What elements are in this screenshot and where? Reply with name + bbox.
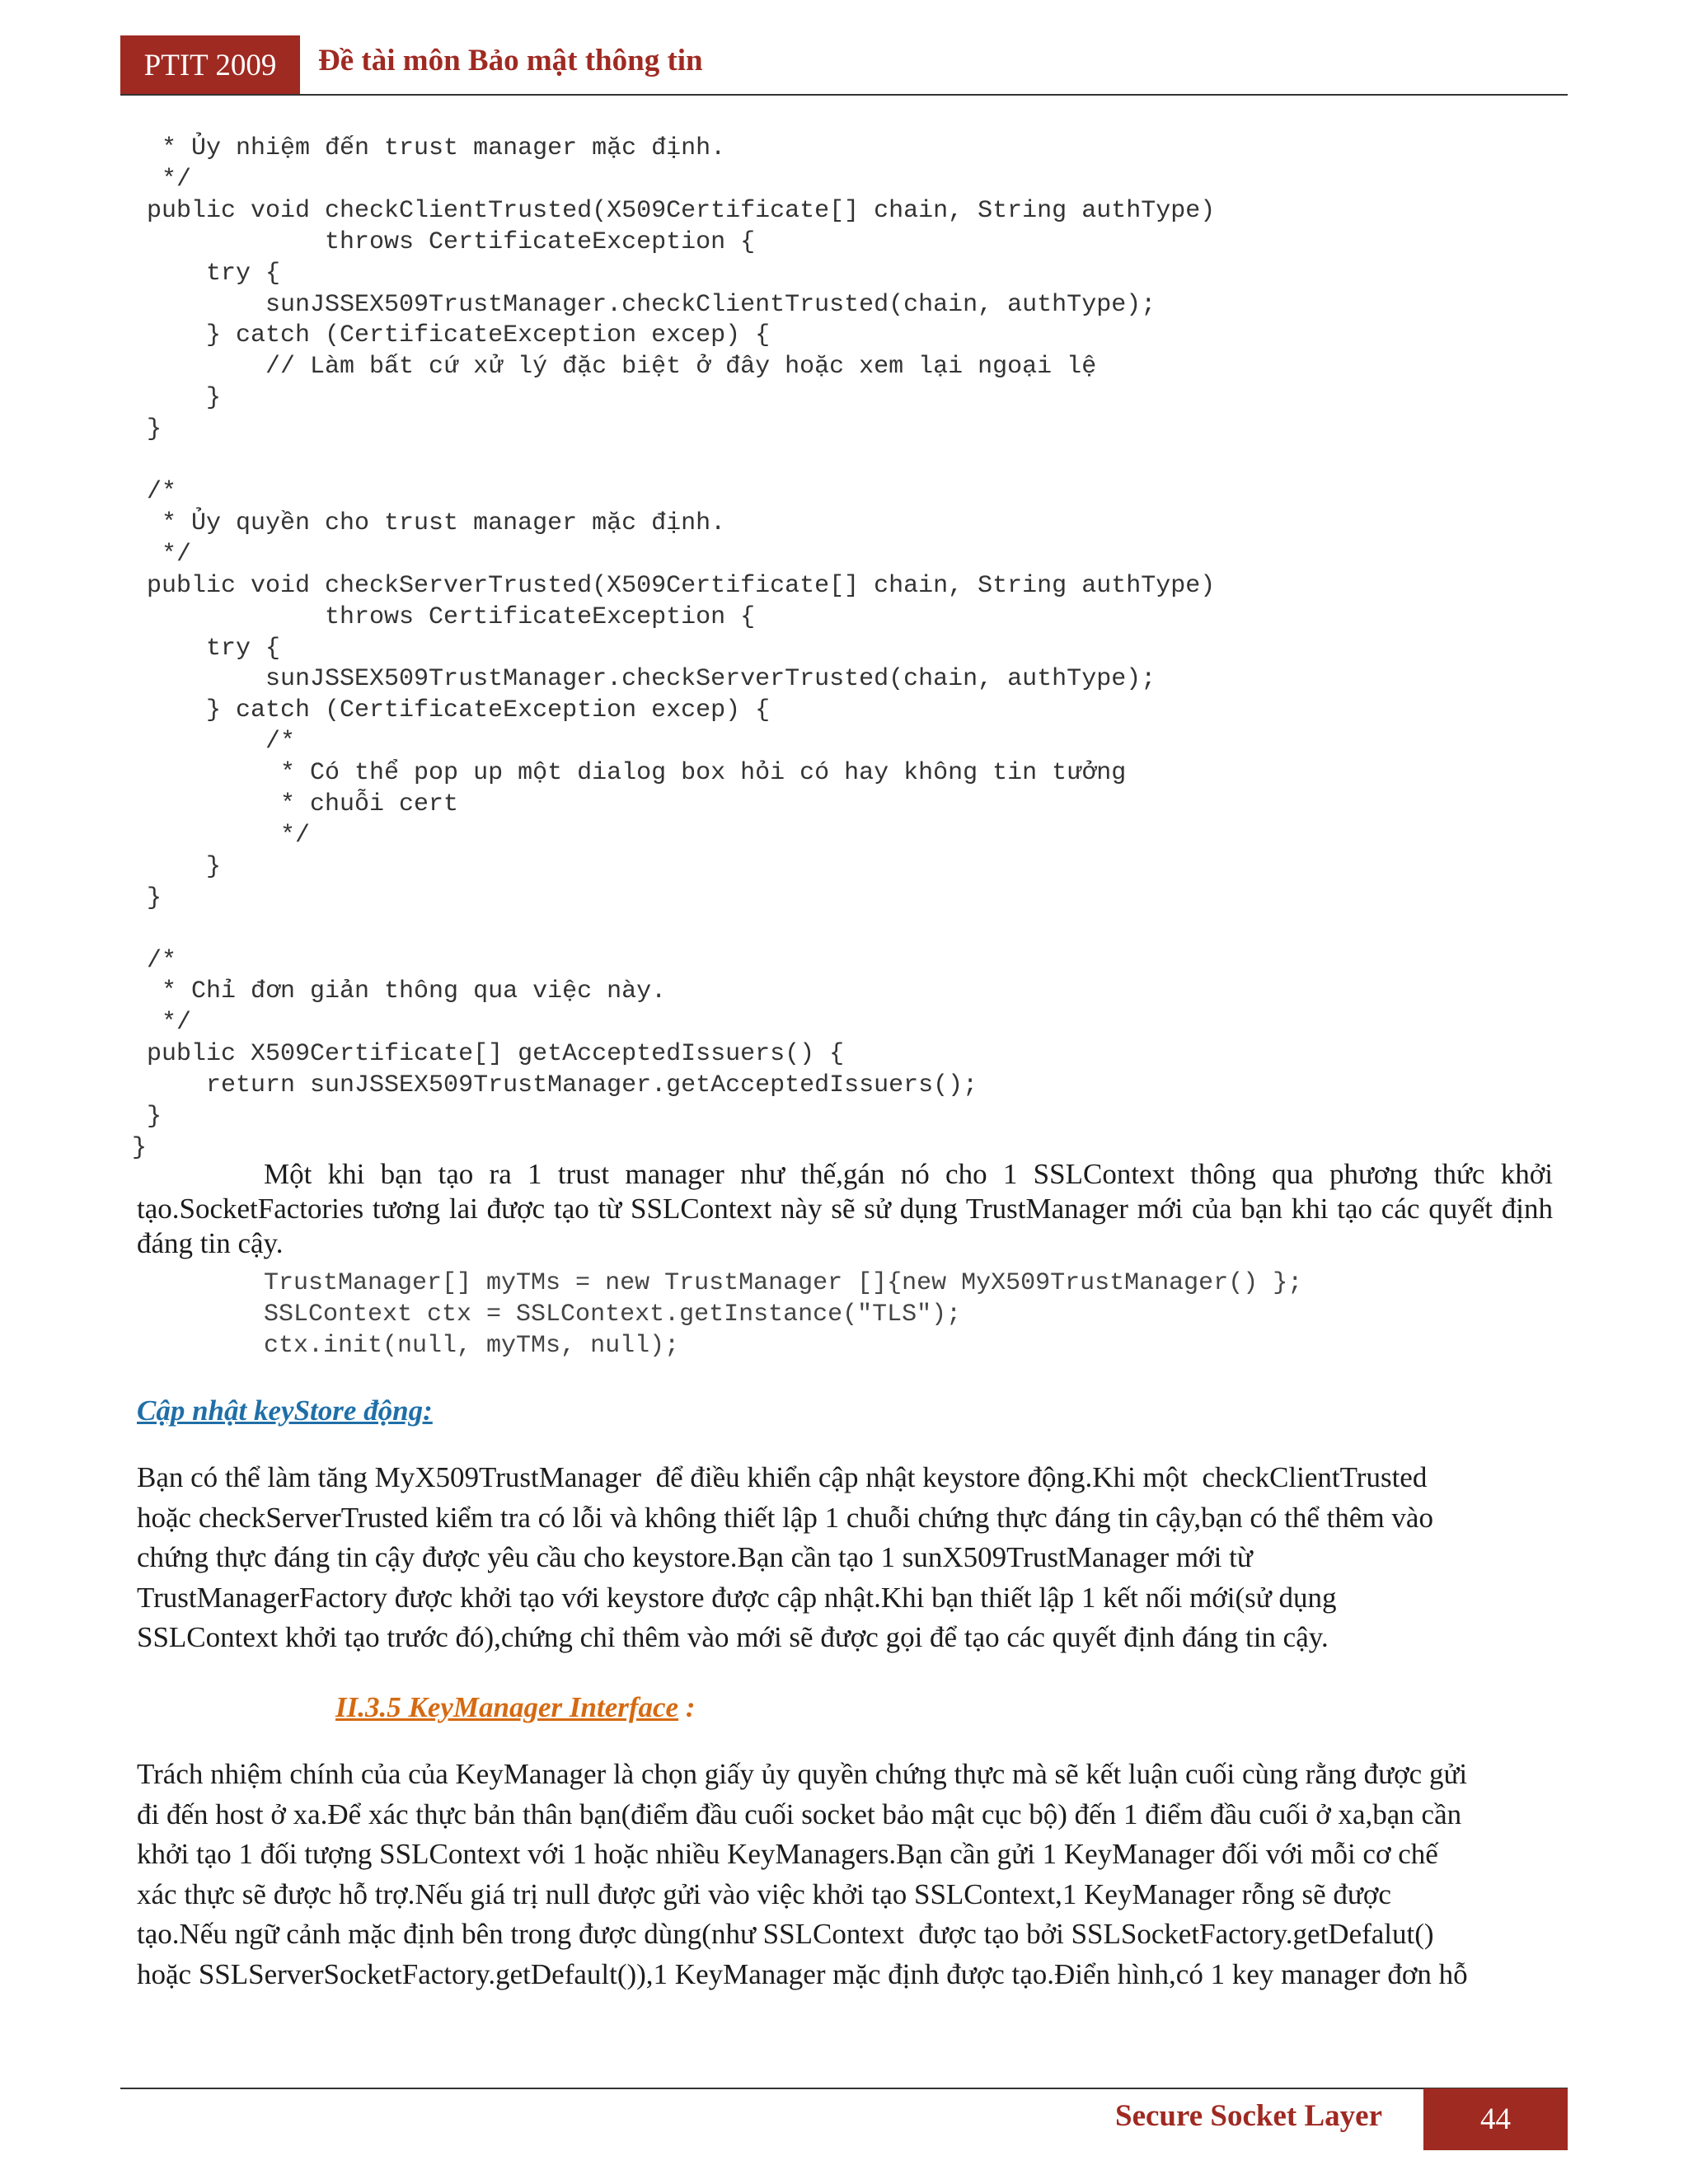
- course-tag-text: PTIT 2009: [143, 48, 277, 82]
- code-line: */: [132, 165, 192, 194]
- code-line: /*: [132, 728, 296, 757]
- code-line: public void checkServerTrusted(X509Certificate[] chain, String authType): [132, 571, 1216, 600]
- code-line: */: [132, 540, 192, 569]
- keymanager-heading-text: II.3.5 KeyManager Interface: [335, 1691, 679, 1723]
- code-line: */: [132, 821, 311, 850]
- code-line: throws CertificateException {: [132, 602, 756, 631]
- paragraph-line: đi đến host ở xa.Để xác thực bản thân bạn(điểm đầu cuối socket bảo mật cục bộ) đến 1 điểm đầu cuối ở xa,bạn cần: [137, 1797, 1462, 1830]
- code-line: sunJSSEX509TrustManager.checkServerTrusted(chain, authType);: [132, 665, 1156, 694]
- keystore-paragraph: [137, 1458, 1571, 1658]
- code-line: * Có thể pop up một dialog box hỏi có hay không tin tưởng: [132, 759, 1127, 788]
- paragraph-line: hoặc checkServerTrusted kiểm tra có lỗi và không thiết lập 1 chuỗi chứng thực đáng tin cậy,bạn có thể thêm vào: [137, 1501, 1433, 1534]
- init-code-snippet: [264, 1268, 1302, 1362]
- code-line: public X509Certificate[] getAcceptedIssuers() {: [132, 1040, 845, 1069]
- code-line: public void checkClientTrusted(X509Certificate[] chain, String authType): [132, 196, 1216, 225]
- section-heading-keymanager: [335, 1691, 696, 1724]
- code-line: sunJSSEX509TrustManager.checkClientTrusted(chain, authType);: [132, 290, 1156, 319]
- code-line: try {: [132, 634, 281, 663]
- paragraph-line: Bạn có thể làm tăng MyX509TrustManager để điều khiển cập nhật keystore động.Khi một checkClientTrusted: [137, 1461, 1428, 1493]
- code-line: }: [132, 1103, 162, 1132]
- code-line: }: [132, 852, 222, 881]
- code-line: } catch (CertificateException excep) {: [132, 321, 771, 350]
- code-line: }: [132, 415, 162, 444]
- code-line: ctx.init(null, myTMs, null);: [264, 1331, 680, 1360]
- paragraph-line: tạo.Nếu ngữ cảnh mặc định bên trong được dùng(như SSLContext được tạo bởi SSLSocketFactory.getDefalut(): [137, 1918, 1434, 1950]
- footer-title: Secure Socket Layer: [1115, 2099, 1383, 2133]
- code-line: * Chỉ đơn giản thông qua việc này.: [132, 977, 667, 1006]
- header-course-tag: [120, 35, 300, 95]
- code-line: * Ủy quyền cho trust manager mặc định.: [132, 509, 726, 537]
- intro-paragraph: [137, 1157, 1553, 1261]
- code-line: }: [132, 1134, 148, 1162]
- paragraph-line: SSLContext khởi tạo trước đó),chứng chỉ thêm vào mới sẽ được gọi để tạo các quyết định đáng tin cậy.: [137, 1621, 1329, 1653]
- code-line: /*: [132, 477, 177, 506]
- code-line: [132, 446, 1215, 477]
- code-line: }: [132, 384, 222, 413]
- code-line: TrustManager[] myTMs = new TrustManager []{new MyX509TrustManager() };: [264, 1269, 1303, 1297]
- code-line: /*: [132, 946, 177, 975]
- keymanager-heading-suffix: :: [678, 1691, 696, 1723]
- code-line: } catch (CertificateException excep) {: [132, 696, 771, 725]
- code-line: */: [132, 1009, 192, 1038]
- code-line: }: [132, 883, 162, 912]
- page-number: 44: [1480, 2102, 1511, 2136]
- footer-divider: [120, 2088, 1568, 2089]
- page-number-box: [1423, 2088, 1568, 2150]
- paragraph-line: hoặc SSLServerSocketFactory.getDefault()),1 KeyManager mặc định được tạo.Điển hình,có 1 key manager đơn hỗ: [137, 1957, 1468, 1990]
- code-line: [132, 915, 1215, 946]
- paragraph-line: chứng thực đáng tin cậy được yêu cầu cho keystore.Bạn cần tạo 1 sunX509TrustManager mới từ: [137, 1541, 1253, 1573]
- paragraph-line: Trách nhiệm chính của của KeyManager là chọn giấy ủy quyền chứng thực mà sẽ kết luận cuối cùng rằng được gửi: [137, 1758, 1468, 1790]
- code-line: // Làm bất cứ xử lý đặc biệt ở đây hoặc xem lại ngoại lệ: [132, 353, 1097, 382]
- paragraph-line: khởi tạo 1 đối tượng SSLContext với 1 hoặc nhiều KeyManagers.Bạn cần gửi 1 KeyManager đối với mỗi cơ chế: [137, 1838, 1438, 1870]
- code-line: * chuỗi cert: [132, 790, 459, 819]
- section-heading-keystore: Cập nhật keyStore động:: [137, 1394, 433, 1427]
- keymanager-paragraph: [137, 1755, 1571, 1994]
- paragraph-line: TrustManagerFactory được khởi tạo với keystore được cập nhật.Khi bạn thiết lập 1 kết nối mới(sử dụng: [137, 1581, 1337, 1614]
- header-divider: [120, 94, 1568, 96]
- code-line: return sunJSSEX509TrustManager.getAcceptedIssuers();: [132, 1071, 978, 1100]
- paragraph-line: xác thực sẽ được hỗ trợ.Nếu giá trị null được gửi vào việc khởi tạo SSLContext,1 KeyManager rỗng sẽ được: [137, 1877, 1391, 1910]
- page-header-title: Đề tài môn Bảo mật thông tin: [318, 44, 703, 77]
- code-line: * Ủy nhiệm đến trust manager mặc định.: [132, 134, 726, 162]
- code-line: throws CertificateException {: [132, 227, 756, 256]
- code-line: SSLContext ctx = SSLContext.getInstance("TLS");: [264, 1300, 962, 1329]
- code-line: try {: [132, 259, 281, 288]
- code-listing: [132, 134, 1215, 1165]
- intro-paragraph-text: Một khi bạn tạo ra 1 trust manager như thế,gán nó cho 1 SSLContext thông qua phương thức khởi tạo.SocketFactories tương lai được tạo từ SSLContext này sẽ sử dụng TrustManager mới của bạn khi tạo các quyết định đáng tin cậy.: [137, 1158, 1553, 1259]
